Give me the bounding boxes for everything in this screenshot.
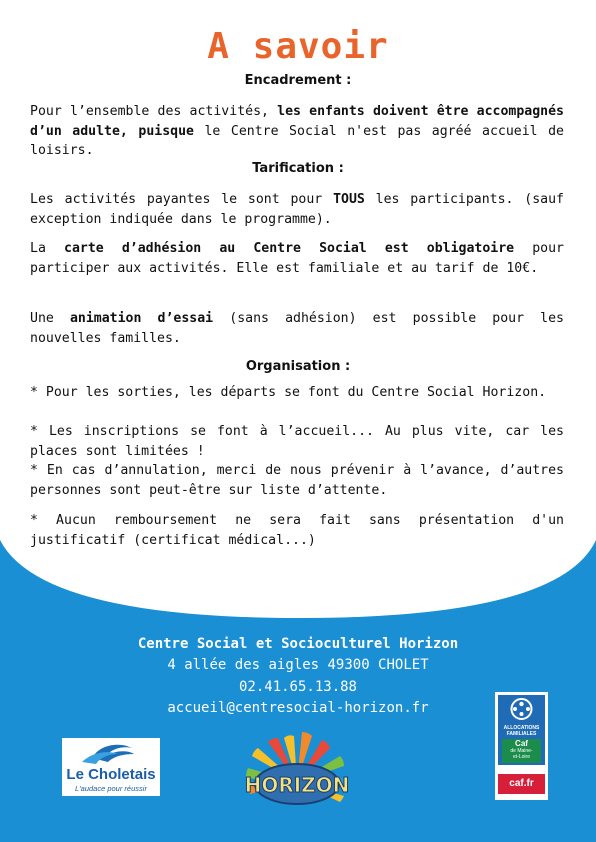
text-emphasis: carte d’adhésion au Centre Social est obligatoire (64, 241, 515, 256)
page-title: A savoir (207, 26, 389, 67)
caf-line5: et-Loire (513, 754, 530, 760)
text-segment: Les activités payantes le sont pour (30, 192, 334, 207)
paragraph-encadrement (30, 102, 564, 161)
caf-website: caf.fr (498, 774, 545, 794)
horizon-logo (222, 722, 372, 814)
heading-tarification: Tarification : (252, 161, 344, 176)
caf-green-panel (502, 739, 541, 763)
text-segment: (sans adhésion) est possible pour les nouvelles familles. (30, 311, 564, 346)
text-segment: le Centre Social n'est pas agréé accueil de loisirs. (30, 123, 564, 158)
text-segment: Pour l’ensemble des activités, (30, 104, 278, 119)
paragraph-tarification-1 (30, 190, 564, 229)
heading-encadrement: Encadrement : (244, 73, 352, 88)
caf-line2: FAMILIALES (506, 731, 537, 737)
caf-family-icon (498, 695, 545, 725)
caf-line3: Caf (515, 739, 528, 748)
text-emphasis: les enfants doivent être accompagnés d’un adulte, puisque (30, 104, 564, 139)
footer-address: 4 allée des aigles 49300 CHOLET (167, 657, 429, 673)
text-segment: pour participer aux activités. Elle est familiale et au tarif de 10€. (30, 241, 564, 276)
cholet-logo (62, 738, 160, 796)
list-item-organisation: * Les inscriptions se font à l’accueil... Au plus vite, car les places sont limitées ! (30, 424, 564, 459)
horizon-logo-name: HORIZON (244, 773, 350, 797)
caf-line1: ALLOCATIONS (503, 725, 540, 731)
text-segment: Une (30, 311, 70, 326)
cholet-logo-name: Le Choletais (66, 766, 156, 783)
list-item-organisation: * Pour les sorties, les départs se font du Centre Social Horizon. (30, 385, 547, 400)
heading-organisation: Organisation : (245, 359, 351, 374)
footer-phone[interactable]: 02.41.65.13.88 (238, 679, 357, 695)
text-emphasis: animation d’essai (69, 311, 214, 326)
paragraph-tarification-2 (30, 239, 564, 278)
horizon-sun-icon (222, 722, 372, 814)
caf-logo-panel (498, 695, 545, 765)
list-item-organisation: * En cas d’annulation, merci de nous prévenir à l’avance, d’autres personnes sont peut-être sur liste d’attente. (30, 463, 564, 498)
text-segment: les participants. (sauf exception indiquée dans le programme). (30, 192, 564, 227)
text-emphasis: TOUS (333, 192, 365, 207)
caf-logo (495, 692, 548, 800)
paragraph-tarification-3 (30, 309, 564, 348)
footer-email[interactable]: accueil@centresocial-horizon.fr (167, 700, 429, 716)
footer-organization-name: Centre Social et Socioculturel Horizon (137, 636, 459, 652)
caf-line4: de Maine- (510, 748, 533, 754)
text-segment: La (30, 241, 64, 256)
list-item-organisation: * Aucun remboursement ne sera fait sans présentation d'un justificatif (certificat médical...) (30, 513, 564, 548)
cholet-logo-tagline: L'audace pour réussir (75, 784, 147, 793)
